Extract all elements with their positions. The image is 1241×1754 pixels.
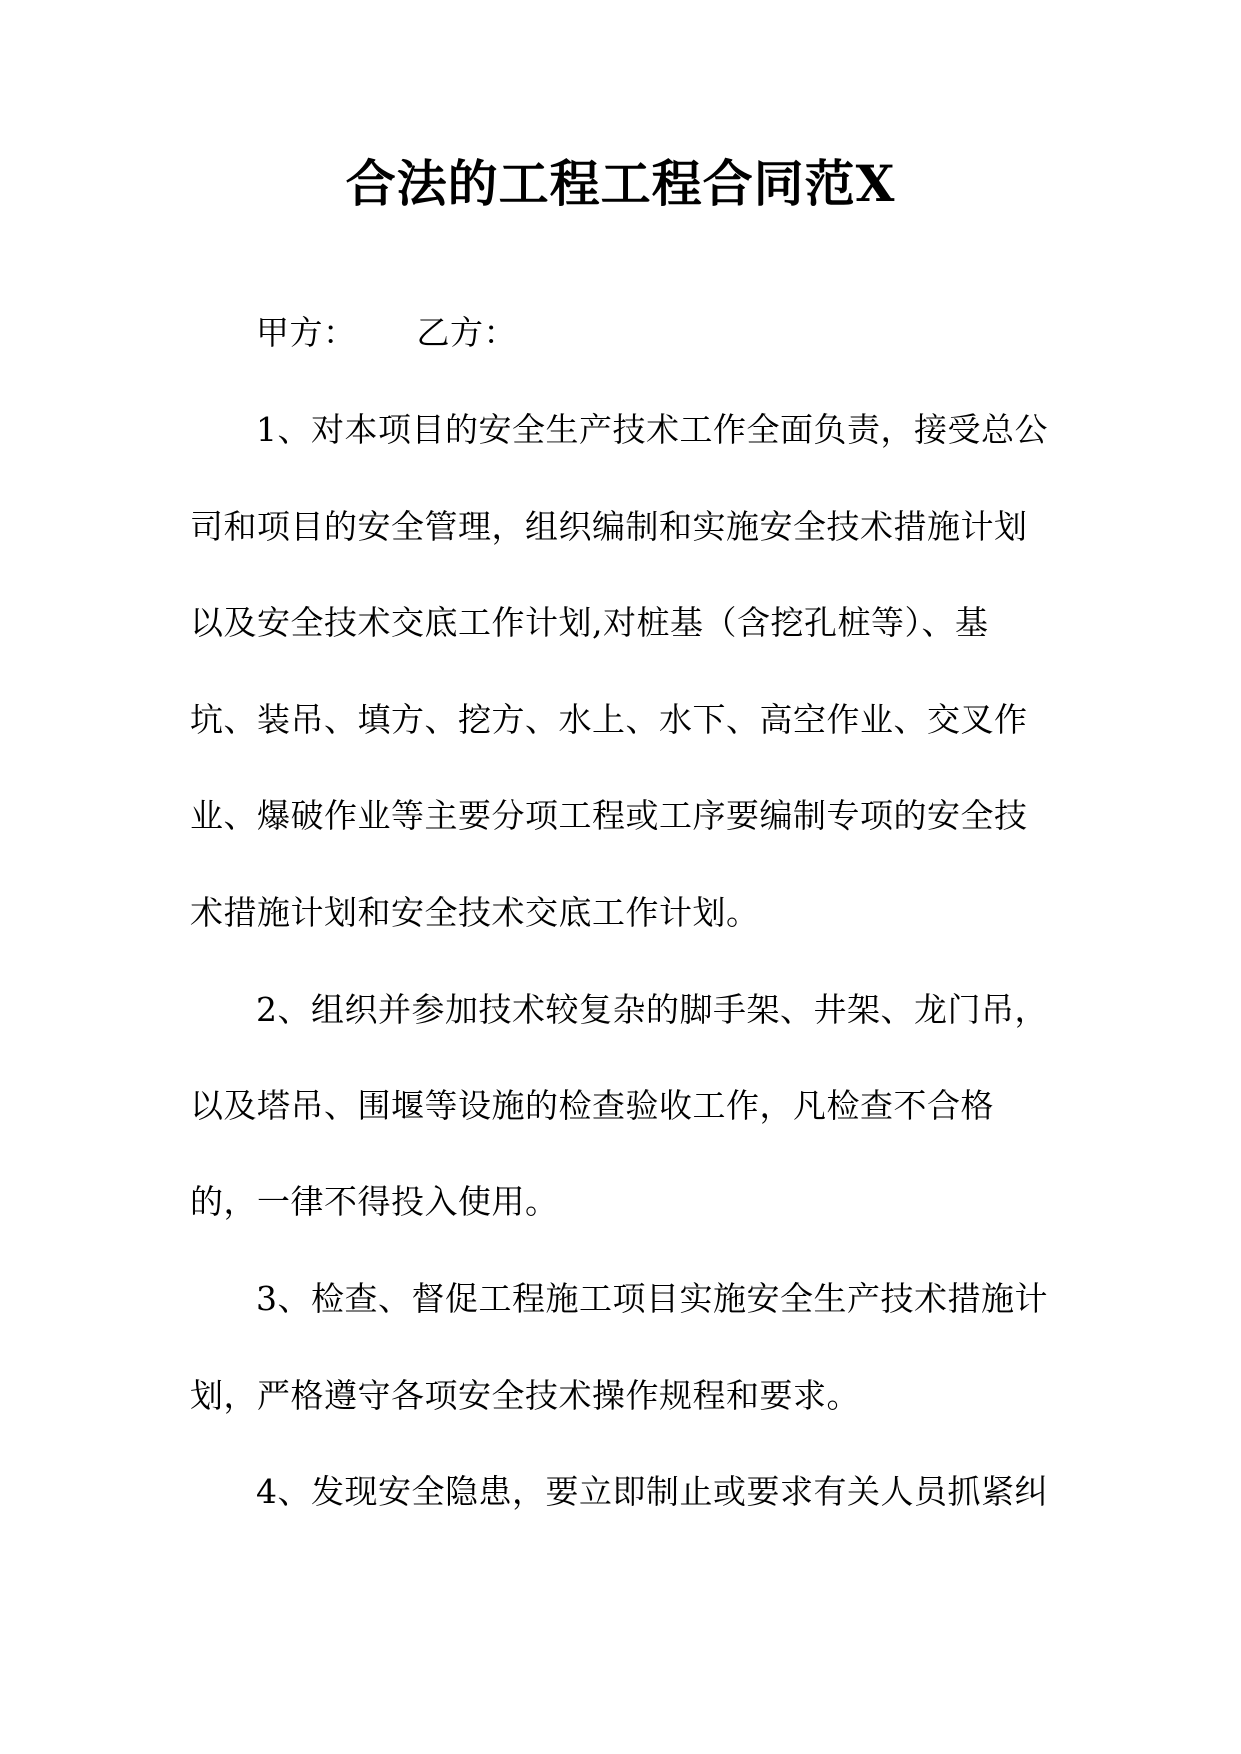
paragraph-line: 2、组织并参加技术较复杂的脚手架、井架、龙门吊， <box>256 990 1048 1029</box>
paragraph-line: 以及安全技术交底工作计划,对桩基（含挖孔桩等）、基 <box>190 603 989 642</box>
party-b-label: 乙方： <box>416 313 517 352</box>
paragraph-line: 4、发现安全隐患，要立即制止或要求有关人员抓紧纠 <box>256 1472 1048 1511</box>
paragraph-line: 3、检查、督促工程施工项目实施安全生产技术措施计 <box>256 1279 1048 1318</box>
paragraph-line: 以及塔吊、围堰等设施的检查验收工作，凡检查不合格 <box>190 1086 994 1125</box>
paragraph-line: 坑、装吊、填方、挖方、水上、水下、高空作业、交叉作 <box>190 700 1028 739</box>
document-title: 合法的工程工程合同范X <box>345 154 896 213</box>
paragraph-line: 的，一律不得投入使用。 <box>190 1182 559 1221</box>
party-a-label: 甲方： <box>256 313 357 352</box>
paragraph-line: 1、对本项目的安全生产技术工作全面负责，接受总公 <box>256 410 1048 449</box>
parties-line <box>256 313 517 353</box>
paragraph-line: 划，严格遵守各项安全技术操作规程和要求。 <box>190 1376 860 1415</box>
paragraph-line: 司和项目的安全管理，组织编制和实施安全技术措施计划 <box>190 507 1028 546</box>
paragraph-line: 业、爆破作业等主要分项工程或工序要编制专项的安全技 <box>190 796 1028 835</box>
paragraph-line: 术措施计划和安全技术交底工作计划。 <box>190 893 760 932</box>
